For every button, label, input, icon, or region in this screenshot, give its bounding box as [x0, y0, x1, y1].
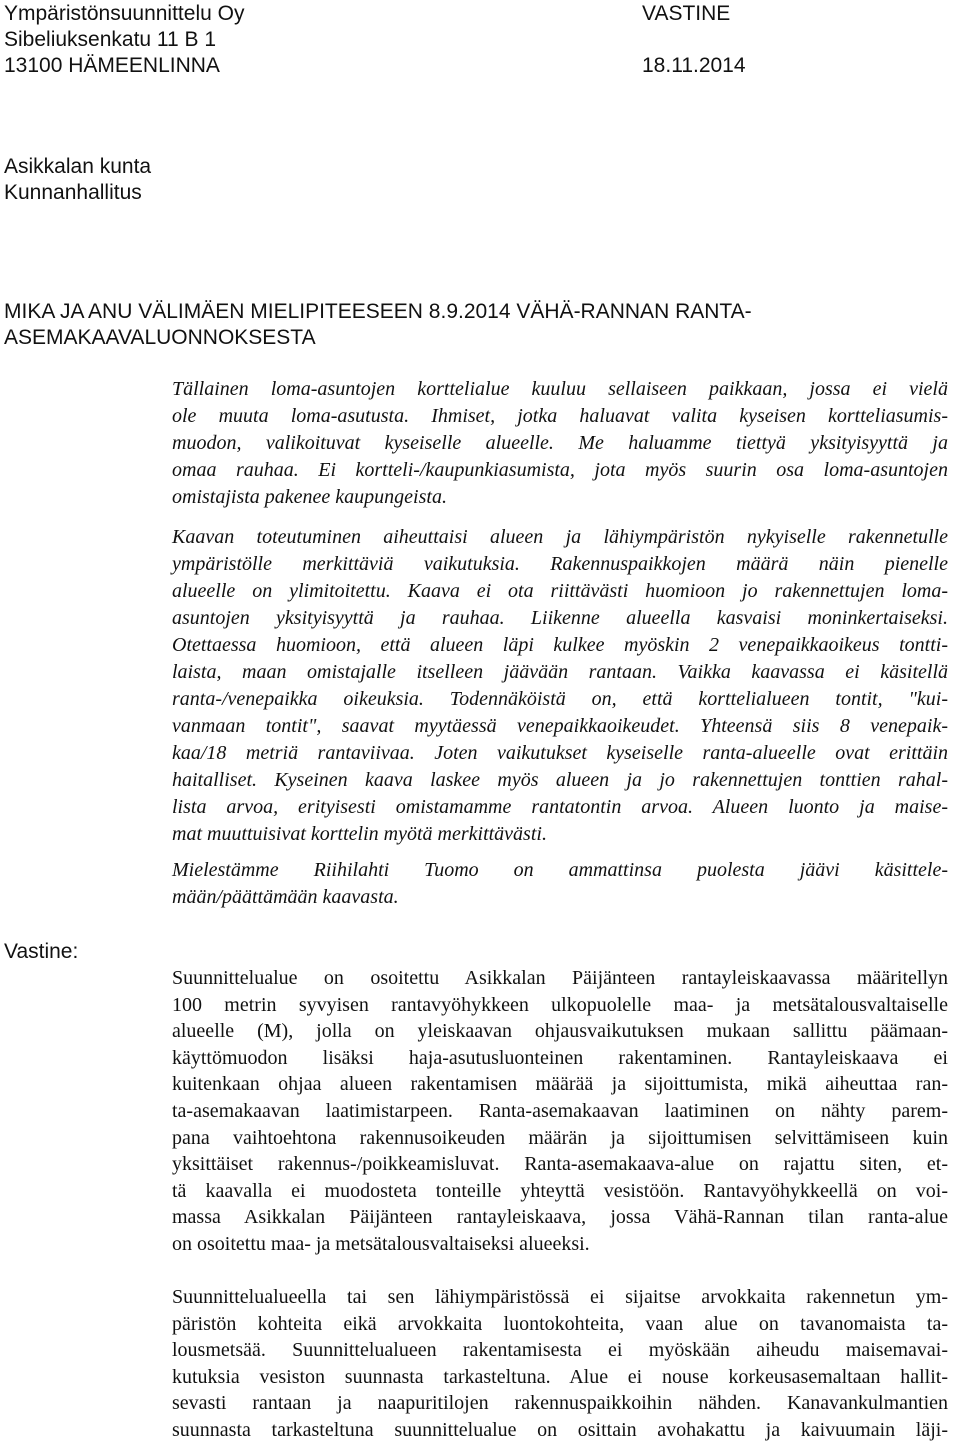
- opinion-line: Otettaessa huomioon, että alueen läpi kulkee myöskin 2 venepaikkaoikeus tontti-: [172, 634, 948, 656]
- response-line: alueelle (M), jolla on yleiskaavan ohjausvaikutuksen mukaan sallittu päämaan-: [172, 1020, 948, 1043]
- response-line: tä kaavalla ei muodosteta tonteille yhteyttä vesistöön. Rantavyöhykkeellä on voi-: [172, 1179, 948, 1202]
- subject-line: MIKA JA ANU VÄLIMÄEN MIELIPITEESEEN 8.9.2014 VÄHÄ-RANNAN RANTA-: [4, 300, 752, 323]
- document-date: 18.11.2014: [642, 54, 746, 77]
- response-line: lousmetsää. Suunnittelualueen rakentamisesta ei myöskään aiheudu maisemavai-: [172, 1339, 948, 1362]
- subject-heading: [4, 299, 752, 351]
- opinion-line: ole muuta loma-asutusta. Ihmiset, jotka haluavat valita kyseisen kortteliasumis-: [172, 405, 948, 427]
- opinion-line: Tällainen loma-asuntojen korttelialue kuuluu sellaiseen paikkaan, jossa ei vielä: [172, 378, 948, 400]
- opinion-line: kaa/18 metriä rantaviivaa. Joten vaikutukset kyseiselle ranta-alueelle ovat erittäin: [172, 742, 948, 764]
- opinion-line: omaa rauhaa. Ei kortteli-/kaupunkiasumista, jota myös suurin osa loma-asuntojen: [172, 459, 948, 481]
- opinion-line: vanmaan tontit", saavat myytäessä venepaikkaoikeudet. Yhteensä siis 8 venepaik-: [172, 715, 948, 737]
- opinion-line: ympäristölle merkittäviä vaikutuksia. Rakennuspaikkojen määrä näin pienelle: [172, 553, 948, 575]
- document-type: VASTINE: [642, 2, 731, 25]
- recipient-line: Asikkalan kunta: [4, 155, 152, 178]
- response-line: suunnasta tarkasteltuna suunnittelualue on osittain avohakattu ja kaivuumain läji-: [172, 1418, 948, 1441]
- opinion-line: Kaavan toteutuminen aiheuttaisi alueen ja lähiympäristön nykyiselle rakennetulle: [172, 526, 948, 548]
- opinion-line: laista, maan omistajalle itselleen jäävään rantaan. Vaikka kaavassa ei käsitellä: [172, 661, 948, 683]
- opinion-line: ranta-/venepaikka oikeuksia. Todennäköistä on, että korttelialueen tontit, "kui-: [172, 688, 948, 710]
- opinion-paragraph-3: [172, 857, 948, 911]
- response-line: ta-asemakaavan laatimistarpeen. Ranta-asemakaavan laatiminen on nähty parem-: [172, 1099, 948, 1122]
- response-line: 100 metrin syvyisen rantavyöhykkeen ulkopuolelle maa- ja metsätalousvaltaiselle: [172, 993, 948, 1016]
- response-line: päristön kohteita eikä arvokkaita luontokohteita, vaan alue on tavanomaista ta-: [172, 1312, 948, 1335]
- opinion-line: Mielestämme Riihilahti Tuomo on ammattinsa puolesta jäävi käsittele-: [172, 859, 948, 881]
- response-line: kuitenkaan ohjaa alueen rakentamisen määrää ja sijoittumista, mikä aiheuttaa ran-: [172, 1073, 948, 1096]
- response-paragraph-2: [172, 1284, 948, 1444]
- opinion-line: omistajista pakenee kaupungeista.: [172, 486, 447, 508]
- sender-line: Ympäristönsuunnittelu Oy: [4, 2, 245, 25]
- opinion-line: mat muuttuisivat korttelin myötä merkittävästi.: [172, 823, 547, 845]
- opinion-line: haitalliset. Kyseinen kaava laskee myös alueen ja jo rakennettujen tonttien rahal-: [172, 769, 948, 791]
- recipient: [4, 154, 151, 206]
- response-label: Vastine:: [4, 940, 79, 963]
- sender-line: Sibeliuksenkatu 11 B 1: [4, 28, 217, 51]
- response-line: käyttömuodon lisäksi haja-asutusluonteinen rakentaminen. Rantayleiskaava ei: [172, 1046, 948, 1069]
- sender-line: 13100 HÄMEENLINNA: [4, 54, 220, 77]
- response-line: sevasti rantaan ja naapuritilojen rakennuspaikkoihin nähden. Kanavankulmantien: [172, 1392, 948, 1415]
- opinion-line: muodon, valikoituvat kyseiselle alueelle. Me haluamme tiettyä yksityisyyttä ja: [172, 432, 948, 454]
- response-line: on osoitettu maa- ja metsätalousvaltaiseksi alueeksi.: [172, 1232, 590, 1255]
- response-paragraph-1: [172, 965, 948, 1258]
- recipient-line: Kunnanhallitus: [4, 181, 142, 204]
- subject-line: ASEMAKAAVALUONNOKSESTA: [4, 326, 316, 349]
- opinion-line: alueelle on ylimitoitettu. Kaava ei ota riittävästi huomioon jo rakennettujen loma-: [172, 580, 948, 602]
- opinion-paragraph-2: [172, 524, 948, 848]
- response-line: Suunnittelualueella tai sen lähiympäristössä ei sijaitse arvokkaita rakennetun ym-: [172, 1286, 948, 1308]
- sender-address: [4, 1, 244, 79]
- response-line: kutuksia vesiston suunnasta tarkasteltuna. Alue ei nouse korkeusasemaltaan hallit-: [172, 1365, 948, 1388]
- opinion-line: lista arvoa, erityisesti omistamamme rantatontin arvoa. Alueen luonto ja maise-: [172, 796, 948, 818]
- response-line: massa Asikkalan Päijänteen rantayleiskaava, jossa Vähä-Rannan tilan ranta-alue: [172, 1206, 948, 1229]
- response-line: Suunnittelualue on osoitettu Asikkalan Päijänteen rantayleiskaavassa määritellyn: [172, 967, 948, 989]
- response-line: pana vaihtoehtona rakennusoikeuden määrän ja sijoittumisen selvittämiseen kuin: [172, 1126, 948, 1149]
- opinion-line: asuntojen yksityisyyttä ja rauhaa. Liikenne alueella kasvaisi moninkertaiseksi.: [172, 607, 948, 629]
- opinion-line: mään/päättämään kaavasta.: [172, 886, 399, 908]
- opinion-paragraph-1: [172, 376, 948, 511]
- response-line: yksittäiset rakennus-/poikkeamisluvat. Ranta-asemakaava-alue on rajattu siten, et-: [172, 1153, 948, 1176]
